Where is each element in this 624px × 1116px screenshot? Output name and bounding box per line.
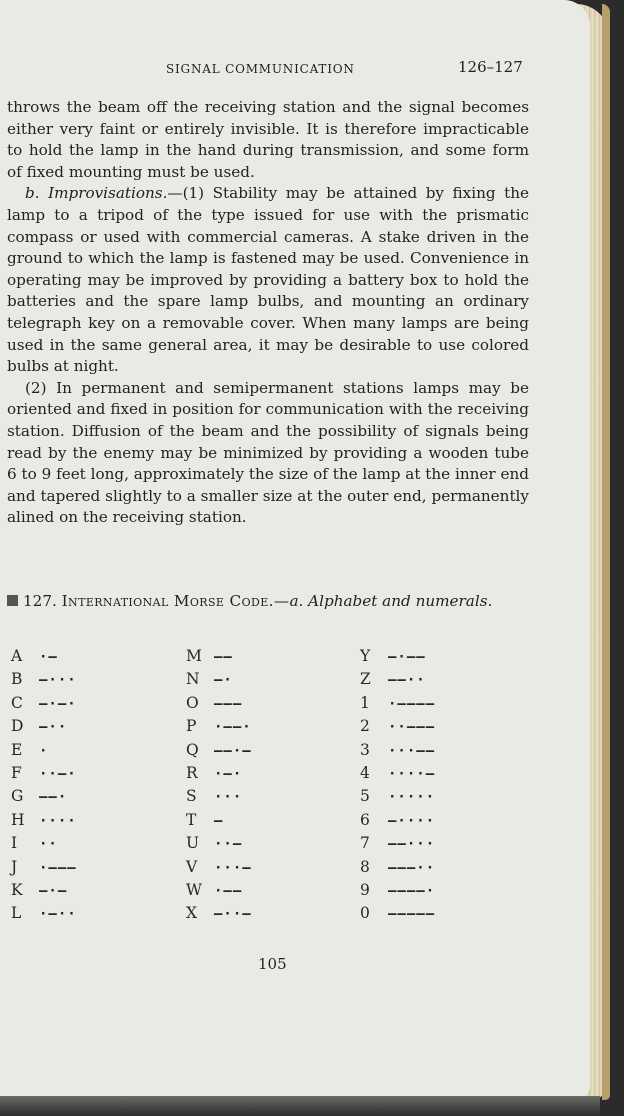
morse-code-signal: —·· [39,719,68,736]
paragraph-range: 126–127 [458,58,523,76]
morse-character: J [11,857,18,876]
morse-code-signal: ····· [388,789,436,806]
paragraph-1: throws the beam off the receiving station and the signal becomes either very faint or entirely invisible. It is therefore impracticable to hold the lamp in the hand during transmission, and some form of fixed mounting must be used. [7,98,529,181]
morse-code-signal: ———·· [388,859,436,876]
morse-character: B [11,670,23,689]
morse-code-signal: —·—— [388,649,426,665]
morse-character: 6 [360,810,370,829]
morse-code-signal: ————— [388,906,436,923]
section-heading [7,590,529,612]
morse-entry [360,692,435,715]
morse-entry [11,785,77,808]
morse-character: E [11,740,23,759]
morse-code-signal: —··— [214,906,252,923]
morse-entry [360,739,435,762]
running-title: SIGNAL COMMUNICATION [166,62,355,76]
morse-character: W [186,880,202,899]
morse-entry [11,715,77,738]
morse-code-signal: ·—— [214,882,243,899]
morse-entry [11,762,77,785]
morse-entry [360,809,435,832]
morse-character: M [186,647,202,665]
morse-character: 9 [360,880,370,899]
morse-entry [186,902,252,925]
morse-code-signal: ··——— [388,719,436,736]
morse-entry [186,762,252,785]
morse-code-signal: ·——— [39,859,77,876]
morse-character: Y [360,647,371,665]
morse-entry [11,692,77,715]
morse-entry [11,856,77,879]
morse-entry [360,856,435,879]
morse-entry [186,832,252,855]
paragraph-run-in-heading: b. Improvisations. [25,184,168,203]
morse-entry [11,645,77,668]
morse-code-signal: ·· [39,836,58,853]
morse-entry [186,879,252,902]
morse-entry [11,879,77,902]
morse-entry [186,668,252,691]
morse-entry [11,739,77,762]
morse-code-signal: —···· [388,812,436,829]
morse-code-signal: ···—— [388,742,436,759]
morse-character: D [11,717,24,736]
morse-entry [186,715,252,738]
morse-code-signal: ——— [214,695,243,712]
morse-code-signal: · [39,742,49,759]
morse-code-signal: ——·— [214,742,252,759]
morse-entry [360,832,435,855]
morse-character: C [11,693,23,712]
morse-character: Q [186,740,199,759]
morse-entry [186,645,252,668]
morse-character: T [186,810,197,829]
section-title: International Morse Code.— [61,592,290,610]
morse-character: X [186,904,198,923]
morse-character: 4 [360,763,370,782]
bottom-shadow [0,1096,600,1116]
morse-character: 3 [360,740,370,759]
morse-code-signal: ···— [214,859,252,876]
page-number: 105 [258,955,287,973]
morse-code-signal: —··· [39,672,77,689]
morse-entry [360,762,435,785]
morse-code-signal: ——··· [388,836,436,853]
morse-entry [360,785,435,808]
morse-entry [11,668,77,691]
morse-code-signal: ·—· [214,765,243,782]
paragraph-2 [7,183,529,377]
morse-entry [360,879,435,902]
morse-character: V [186,857,198,876]
body-text [7,97,529,529]
morse-code-signal: ——· [39,789,68,806]
morse-character: I [11,834,18,853]
morse-column-1 [11,645,77,926]
morse-character: 1 [360,693,370,712]
morse-entry [360,715,435,738]
morse-character: P [186,717,197,736]
morse-code-signal: ·— [39,649,58,665]
morse-entry [360,645,435,668]
morse-character: K [11,880,23,899]
morse-code-signal: — [214,812,224,829]
morse-character: L [11,904,22,923]
morse-entry [186,739,252,762]
morse-column-2 [186,645,252,926]
morse-entry [186,856,252,879]
morse-character: F [11,763,22,782]
morse-entry [186,785,252,808]
morse-character: Z [360,670,371,689]
morse-code-signal: ·——· [214,719,252,736]
morse-code-signal: —·— [39,882,68,899]
section-mark-icon [7,595,18,606]
morse-column-3 [360,645,435,926]
morse-code-signal: —— [214,649,233,665]
morse-code-signal: ————· [388,882,436,899]
morse-code-signal: —·—· [39,695,77,712]
morse-code-signal: ··· [214,789,243,806]
morse-character: R [186,763,198,782]
morse-character: 0 [360,904,370,923]
morse-character: O [186,693,199,712]
morse-code-signal: ——·· [388,672,426,689]
paragraph-body: —(1) Stability may be attained by fixing the lamp to a tripod of the type issued for use with the prismatic compass or used with commercial cameras. A stake driven in the ground to which the lamp is fastened may be used. Convenience in operating may be improved by providing a battery box to hold the batteries and the spare lamp bulbs, and mounting an ordinary telegraph key on a removable cover. When many lamps are being used in the same general area, it may be desirable to use colored bulbs at night. [7,184,529,376]
morse-character: 5 [360,787,370,806]
section-subtitle: a. Alphabet and numerals. [289,592,493,610]
morse-code-signal: —· [214,672,233,689]
section-number: 127. [23,592,57,610]
morse-character: A [11,647,23,665]
morse-entry [11,902,77,925]
morse-character: H [11,810,25,829]
morse-code-signal: ··— [214,836,243,853]
paragraph-3: (2) In permanent and semipermanent stations lamps may be oriented and fixed in position for communication with the receiving station. Diffusion of the beam and the possibility of signals being read by the enemy may be minimized by providing a wooden tube 6 to 9 feet long, approximately the size of the lamp at the inner end and tapered slightly to a smaller size at the outer end, permanently alined on the receiving station. [7,378,529,527]
morse-character: S [186,787,197,806]
morse-code-signal: ··—· [39,765,77,782]
morse-code-signal: ···· [39,812,77,829]
morse-code-signal: ····— [388,765,436,782]
morse-character: 2 [360,717,370,736]
morse-code-signal: ·—·· [39,906,77,923]
morse-entry [11,809,77,832]
morse-entry [360,902,435,925]
morse-code-signal: ·———— [388,695,436,712]
morse-entry [360,668,435,691]
morse-character: U [186,834,200,853]
morse-entry [186,692,252,715]
morse-character: G [11,787,24,806]
morse-entry [186,809,252,832]
morse-character: N [186,670,200,689]
morse-entry [11,832,77,855]
morse-character: 7 [360,834,370,853]
morse-character: 8 [360,857,370,876]
